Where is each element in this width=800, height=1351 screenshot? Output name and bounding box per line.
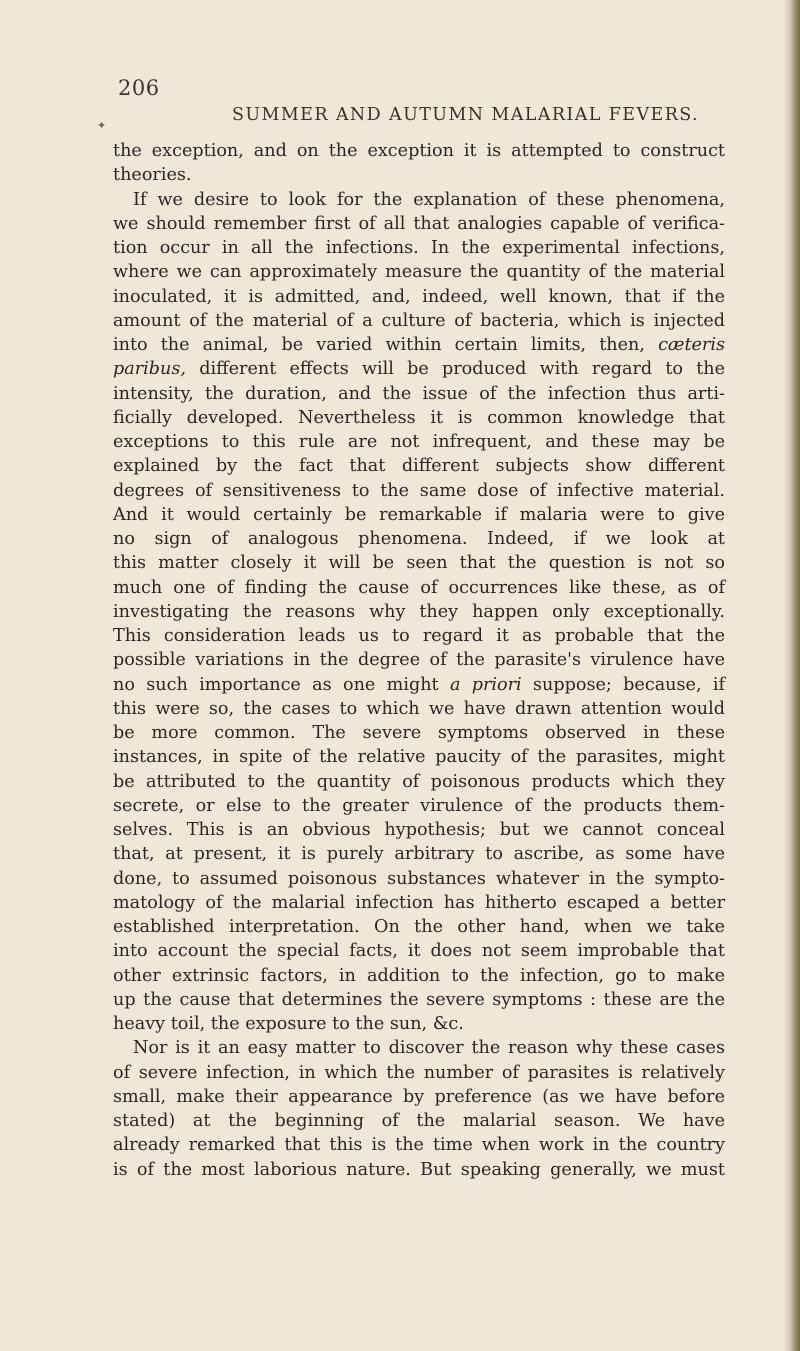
text-line: the exception, and on the exception it is attempted to construct bbox=[113, 141, 725, 161]
text-line: And it would certainly be remarkable if malaria were to give bbox=[113, 504, 725, 525]
text-line: exceptions to this rule are not infrequent, and these may be bbox=[113, 432, 725, 452]
text-line: we should remember first of all that analogies capable of verifica- bbox=[113, 213, 725, 234]
text-line: is of the most laborious nature. But speaking generally, we must bbox=[113, 1159, 725, 1180]
text-line: amount of the material of a culture of bacteria, which is injected bbox=[113, 310, 725, 331]
text-line: degrees of sensitiveness to the same dose of infective material. bbox=[113, 480, 725, 501]
text-line bbox=[113, 673, 725, 697]
text-line: explained by the fact that different subjects show different bbox=[113, 456, 725, 477]
text-line: of severe infection, in which the number of parasites is relatively bbox=[113, 1062, 725, 1083]
text-line: tion occur in all the infections. In the experimental infections, bbox=[113, 238, 725, 258]
page-edge-shadow bbox=[784, 0, 800, 1351]
text-line: already remarked that this is the time when work in the country bbox=[113, 1135, 725, 1156]
text-line: Nor is it an easy matter to discover the reason why these cases bbox=[133, 1038, 725, 1059]
text-line bbox=[113, 357, 725, 381]
text-line: investigating the reasons why they happen only exceptionally. bbox=[113, 601, 725, 622]
text-line: up the cause that determines the severe symptoms : these are the bbox=[113, 989, 725, 1010]
text-run: no such importance as one might bbox=[113, 674, 439, 695]
text-line: that, at present, it is purely arbitrary to ascribe, as some have bbox=[113, 844, 725, 865]
text-line: This consideration leads us to regard it as probable that the bbox=[113, 626, 725, 646]
text-line: selves. This is an obvious hypothesis; but we cannot conceal bbox=[113, 820, 725, 840]
text-line: heavy toil, the exposure to the sun, &c. bbox=[113, 1014, 464, 1034]
body-text bbox=[113, 139, 725, 1182]
text-line: small, make their appearance by preference (as we have before bbox=[113, 1086, 725, 1107]
text-line: stated) at the beginning of the malarial season. We have bbox=[113, 1111, 725, 1131]
text-run: into the animal, be varied within certain limits, then, bbox=[113, 335, 645, 355]
text-line: this matter closely it will be seen that the question is not so bbox=[113, 553, 725, 574]
page-number: 206 bbox=[118, 76, 160, 100]
stray-mark: ✦ bbox=[97, 119, 107, 132]
text-line: instances, in spite of the relative paucity of the parasites, might bbox=[113, 747, 725, 768]
text-line: secrete, or else to the greater virulence of the products them- bbox=[113, 795, 725, 816]
text-run: different effects will be produced with regard to the bbox=[199, 359, 726, 380]
text-line: ficially developed. Nevertheless it is common knowledge that bbox=[113, 407, 725, 428]
text-line: this were so, the cases to which we have drawn attention would bbox=[113, 698, 725, 719]
text-line: done, to assumed poisonous substances whatever in the sympto- bbox=[113, 868, 725, 889]
text-line: into account the special facts, it does not seem improbable that bbox=[113, 941, 725, 962]
text-line: be attributed to the quantity of poisonous products which they bbox=[113, 771, 725, 792]
italic-term: cæteris bbox=[658, 335, 726, 355]
text-line: If we desire to look for the explanation of these phenomena, bbox=[133, 189, 725, 210]
text-line: intensity, the duration, and the issue of the infection thus arti- bbox=[113, 383, 725, 404]
italic-term: a priori bbox=[449, 674, 522, 695]
text-line: established interpretation. On the other hand, when we take bbox=[113, 917, 725, 937]
text-line: matology of the malarial infection has hitherto escaped a better bbox=[113, 892, 725, 913]
text-line: much one of finding the cause of occurrences like these, as of bbox=[113, 577, 725, 598]
italic-term: paribus, bbox=[113, 359, 187, 380]
text-line: other extrinsic factors, in addition to the infection, go to make bbox=[113, 965, 725, 986]
running-title: SUMMER AND AUTUMN MALARIAL FEVERS. bbox=[232, 105, 699, 125]
text-line bbox=[113, 333, 725, 357]
text-line: theories. bbox=[113, 165, 192, 186]
text-run: suppose; because, if bbox=[533, 674, 725, 695]
text-line: possible variations in the degree of the parasite's virulence have bbox=[113, 650, 725, 671]
text-line: where we can approximately measure the quantity of the material bbox=[113, 262, 725, 283]
text-line: be more common. The severe symptoms observed in these bbox=[113, 723, 725, 743]
text-line: no sign of analogous phenomena. Indeed, if we look at bbox=[113, 529, 725, 549]
text-line: inoculated, it is admitted, and, indeed, well known, that if the bbox=[113, 286, 725, 307]
